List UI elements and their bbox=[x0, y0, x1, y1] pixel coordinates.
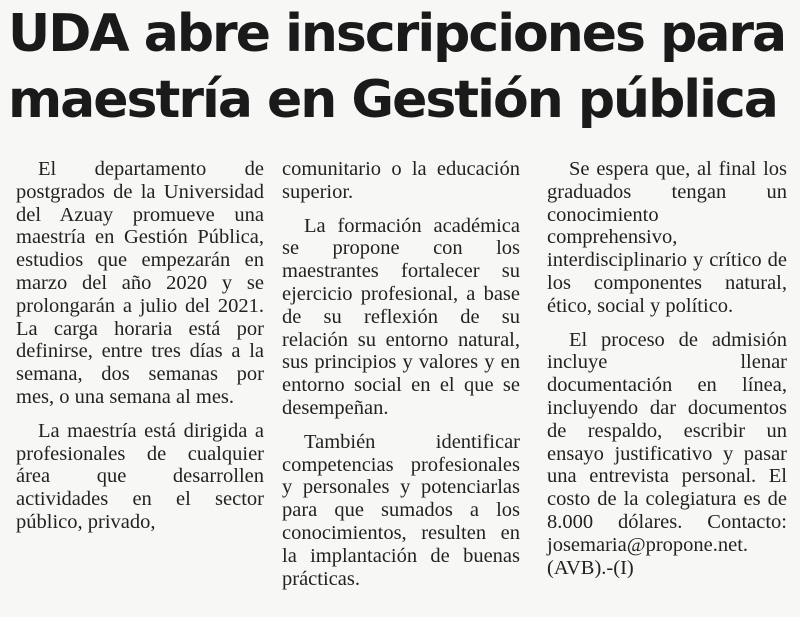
headline-line-2: maestría en Gestión pública bbox=[8, 70, 777, 130]
article-column-3 bbox=[547, 158, 787, 590]
column-2-paragraph-2: La formación académica se propone con los maestrantes fortalecer su ejercicio profesional, a base de su reflexión de su relación su entorno natural, sus principios y valores y en entorno social en el que se desempeñan. bbox=[282, 214, 520, 419]
column-2-paragraph-3: También identificar competencias profesionales y personales y potenciarlas para que sumados a los conocimientos, resulten en la implantación de buenas prácticas. bbox=[282, 430, 520, 590]
article-column-1 bbox=[16, 158, 264, 545]
column-3-paragraph-1: Se espera que, al final los graduados tengan un conocimiento comprehensivo, interdisciplinario y crítico de los componentes natural, ético, social y político. bbox=[547, 158, 787, 317]
column-1-paragraph-1: El departamento de postgrados de la Universidad del Azuay promueve una maestría en Gestión Pública, estudios que empezarán en marzo del año 2020 y se prolongarán a julio del 2021. La carga horaria está por definirse, entre tres días a la semana, dos semanas por mes, o una semana al mes. bbox=[16, 158, 264, 408]
column-3-paragraph-2: El proceso de admisión incluye llenar documentación en línea, incluyendo dar documentos de respaldo, escribir un ensayo justificativo y pasar una entrevista personal. El costo de la colegiatura es de 8.000 dólares. Contacto: josemaria@propone.net.(AVB).-(I) bbox=[547, 328, 787, 579]
column-1-paragraph-2: La maestría está dirigida a profesionales de cualquier área que desarrollen actividades en el sector público, privado, bbox=[16, 419, 264, 533]
article-column-2 bbox=[282, 158, 520, 601]
headline-line-1: UDA abre inscripciones para bbox=[8, 4, 786, 64]
column-2-paragraph-1: comunitario o la educación superior. bbox=[282, 158, 520, 203]
